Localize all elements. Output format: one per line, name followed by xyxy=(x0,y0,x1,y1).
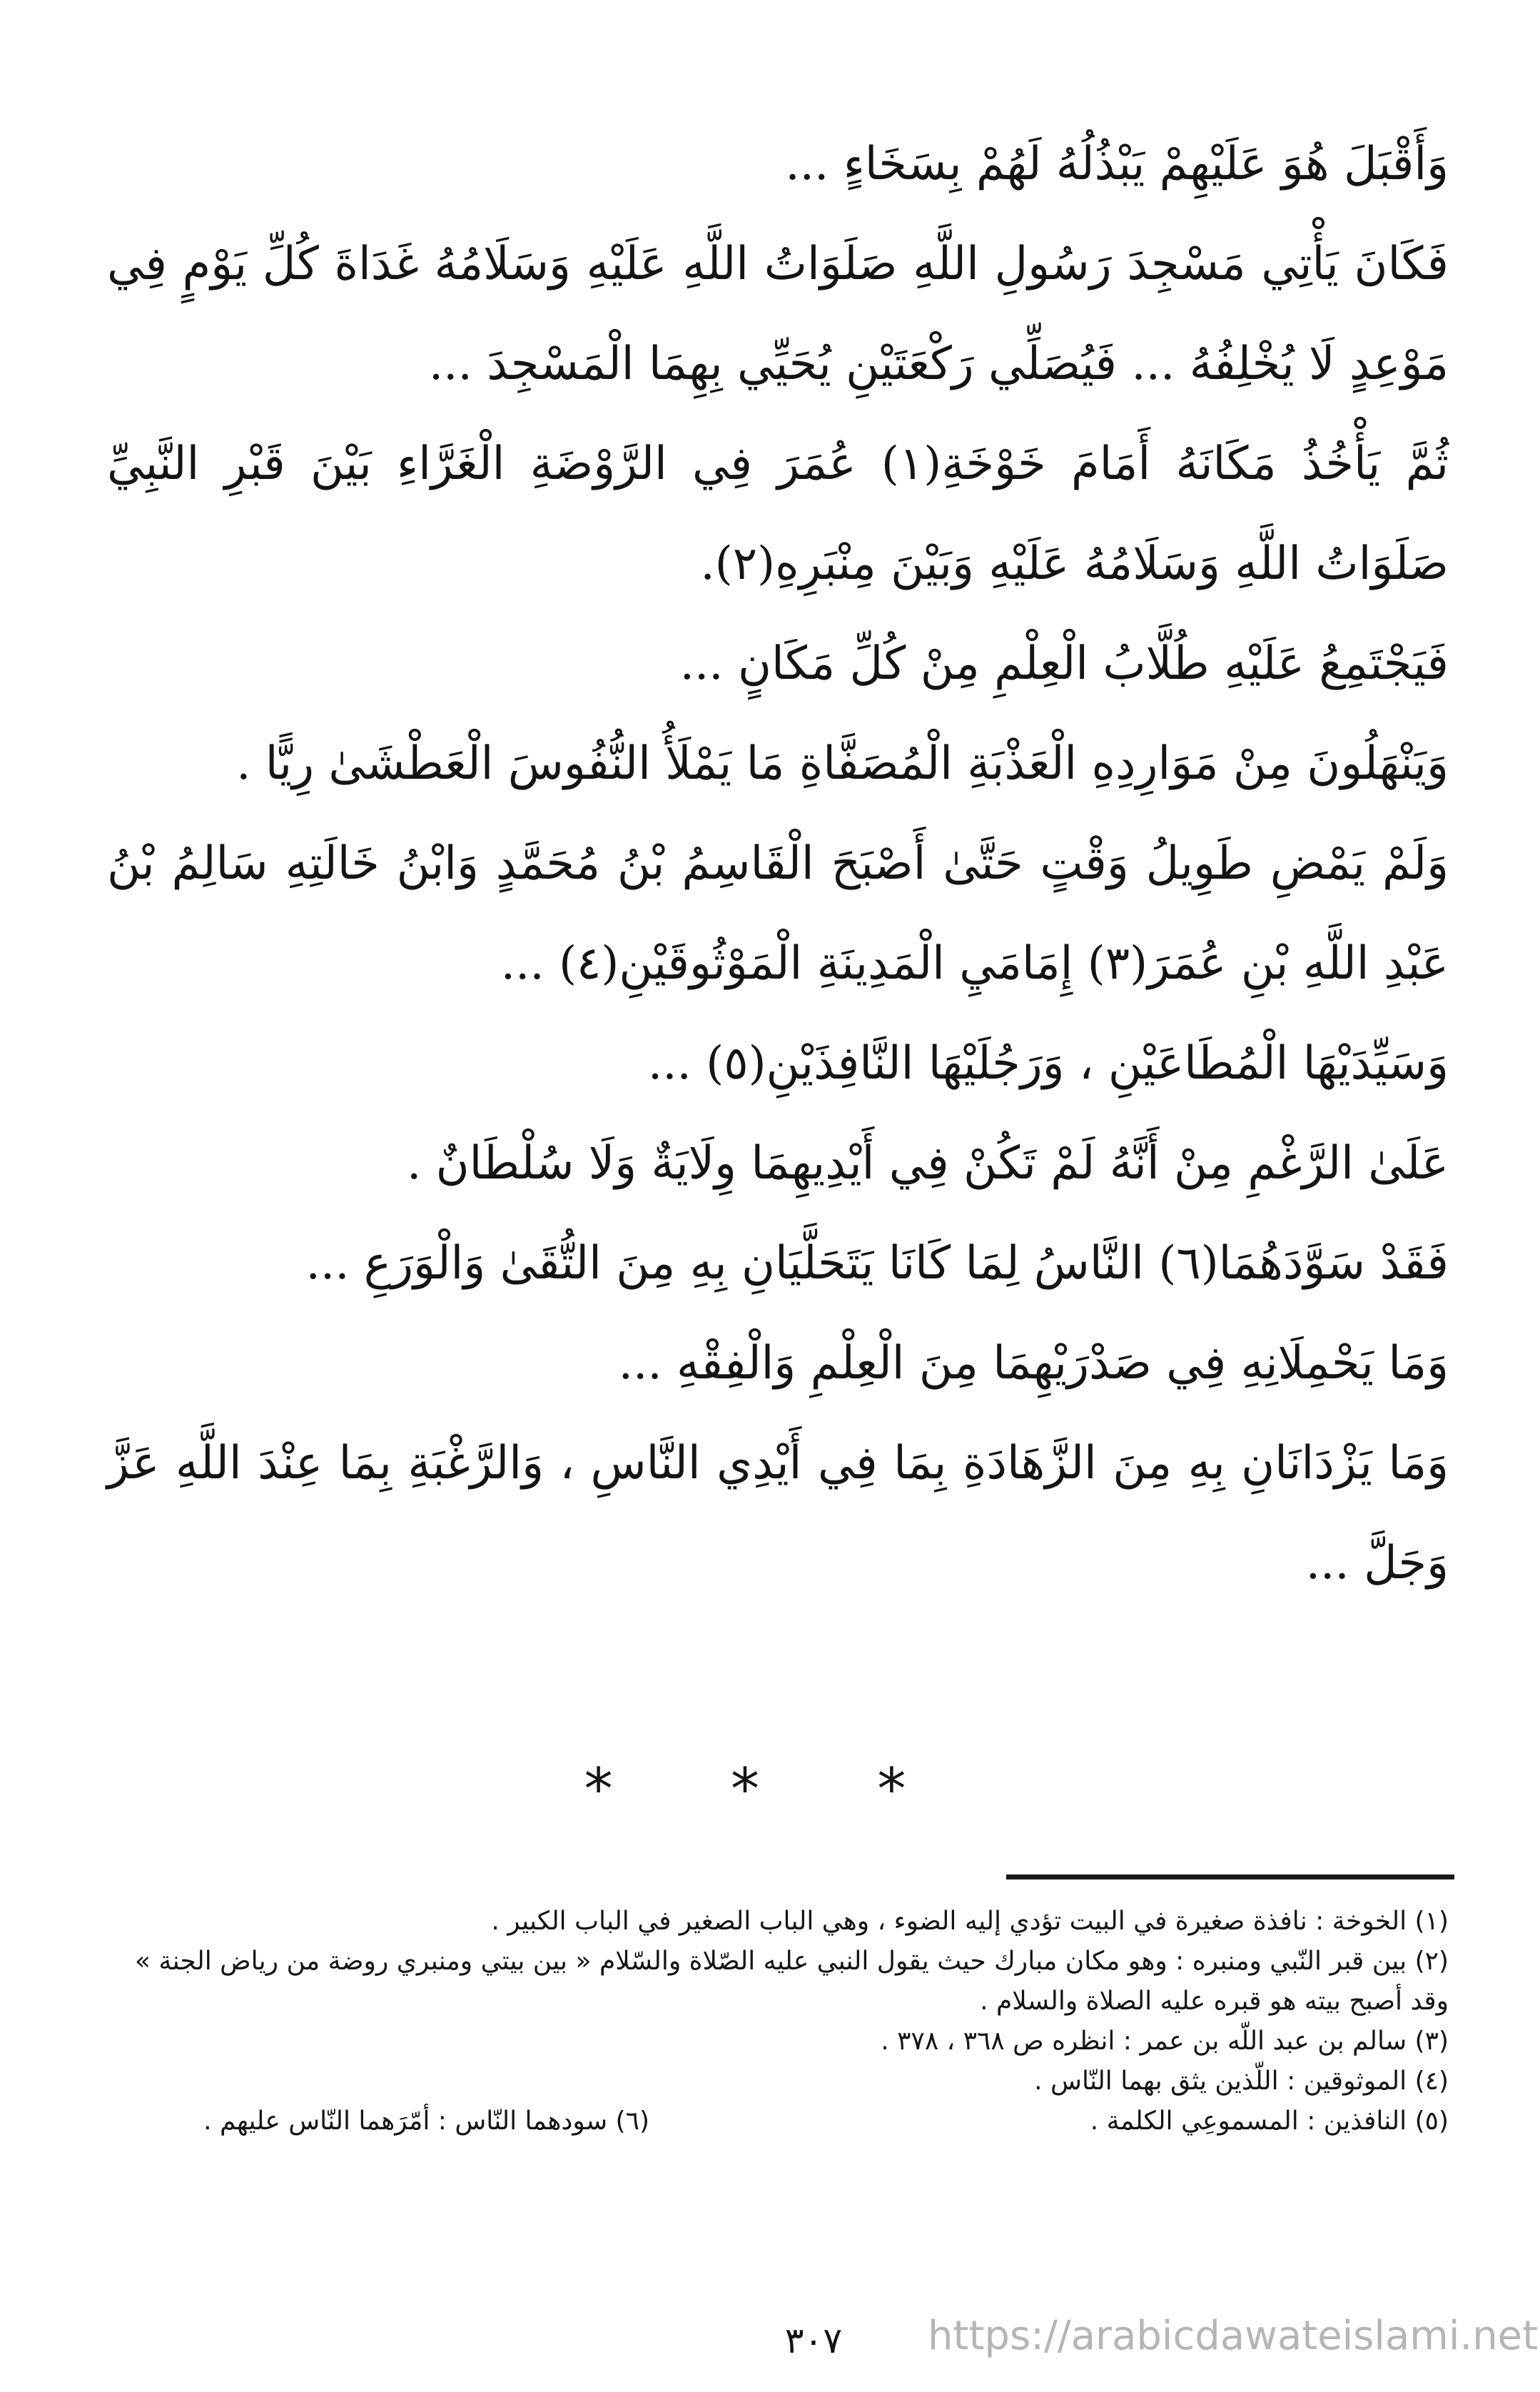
footnote-2: (٢) بين قبر النّبي ومنبره : وهو مكان مبارك حيث يقول النبي عليه الصّلاة والسّلام « بين بيتي ومنبري روضة من رياض الجنة » وقد أصبح بيته هو قبره عليه الصلاة والسلام . xyxy=(134,1947,1449,2016)
footnote-6: (٦) سودهما النّاس : أمّرَهما النّاس عليهم . xyxy=(203,2106,649,2136)
footnote-1: (١) الخوخة : نافذة صغيرة في البيت تؤدي إليه الضوء ، وهي الباب الصغير في الباب الكبير . xyxy=(491,1907,1449,1936)
paragraph-7: وَسَيِّدَيْهَا الْمُطَاعَيْنِ ، وَرَجُلَيْهَا النَّافِذَيْنِ(٥) ... xyxy=(647,1037,1449,1090)
footnote-row-5-6 xyxy=(107,2101,1449,2141)
main-text xyxy=(107,114,1449,1613)
paragraph-1: وَأَقْبَلَ هُوَ عَلَيْهِمْ يَبْذُلُهُ لَهُمْ بِسَخَاءٍ ... xyxy=(785,138,1449,191)
paragraph-6: وَلَمْ يَمْضِ طَوِيلُ وَقْتٍ حَتَّىٰ أَصْبَحَ الْقَاسِمُ بْنُ مُحَمَّدٍ وَابْنُ خَالَتِهِ سَالِمُ بْنُ عَبْدِ اللَّهِ بْنِ عُمَرَ(٣) إِمَامَيِ الْمَدِينَةِ الْمَوْثُوقَيْنِ(٤) ... xyxy=(107,837,1449,990)
paragraph-5: وَيَنْهَلُونَ مِنْ مَوَارِدِهِ الْعَذْبَةِ الْمُصَفَّاةِ مَا يَمْلَأُ النُّفُوسَ الْعَطْشَىٰ رِيًّا . xyxy=(236,737,1449,790)
paragraph-9: فَقَدْ سَوَّدَهُمَا(٦) النَّاسُ لِمَا كَانَا يَتَحَلَّيَانِ بِهِ مِنَ التُّقَىٰ وَالْوَرَعِ ... xyxy=(305,1237,1449,1290)
paragraph-3: ثُمَّ يَأْخُذُ مَكَانَهُ أَمَامَ خَوْخَةِ(١) عُمَرَ فِي الرَّوْضَةِ الْغَرَّاءِ بَيْنَ قَبْرِ النَّبِيِّ صَلَوَاتُ اللَّهِ وَسَلَامُهُ عَلَيْهِ وَبَيْنَ مِنْبَرِهِ(٢). xyxy=(107,438,1449,590)
paragraph-2: فَكَانَ يَأْتِي مَسْجِدَ رَسُولِ اللَّهِ صَلَوَاتُ اللَّهِ عَلَيْهِ وَسَلَامُهُ غَدَاةَ كُلِّ يَوْمٍ فِي مَوْعِدٍ لَا يُخْلِفُهُ ... فَيُصَلِّي رَكْعَتَيْنِ يُحَيِّي بِهِمَا الْمَسْجِدَ ... xyxy=(107,238,1449,390)
page-number: ٣٠٧ xyxy=(784,2320,843,2361)
footnotes xyxy=(107,1902,1449,2141)
footnote-4: (٤) الموثوقين : اللّذين يثق بهما النّاس . xyxy=(1034,2066,1449,2096)
paragraph-11: وَمَا يَزْدَانَانِ بِهِ مِنَ الزَّهَادَةِ بِمَا فِي أَيْدِي النَّاسِ ، وَالرَّغْبَةِ بِمَا عِنْدَ اللَّهِ عَزَّ وَجَلَّ ... xyxy=(107,1437,1449,1590)
paragraph-4: فَيَجْتَمِعُ عَلَيْهِ طُلَّابُ الْعِلْمِ مِنْ كُلِّ مَكَانٍ ... xyxy=(679,637,1449,690)
footnote-rule xyxy=(1006,1874,1454,1879)
paragraph-10: وَمَا يَحْمِلَانِهِ فِي صَدْرَيْهِمَا مِنَ الْعِلْمِ وَالْفِقْهِ ... xyxy=(618,1337,1449,1390)
footnote-5: (٥) النافذين : المسموعِي الكلمة . xyxy=(1090,2106,1449,2136)
paragraph-8: عَلَىٰ الرَّغْمِ مِنْ أَنَّهُ لَمْ تَكُنْ فِي أَيْدِيهِمَا وِلَايَةٌ وَلَا سُلْطَانٌ . xyxy=(406,1137,1449,1190)
footnote-3: (٣) سالم بن عبد اللّه بن عمر : انظره ص ٣٦٨ ، ٣٧٨ . xyxy=(881,2027,1449,2056)
watermark-url: https://arabicdawateislami.net xyxy=(928,2313,1539,2359)
section-separator: * * * xyxy=(584,1756,956,1822)
